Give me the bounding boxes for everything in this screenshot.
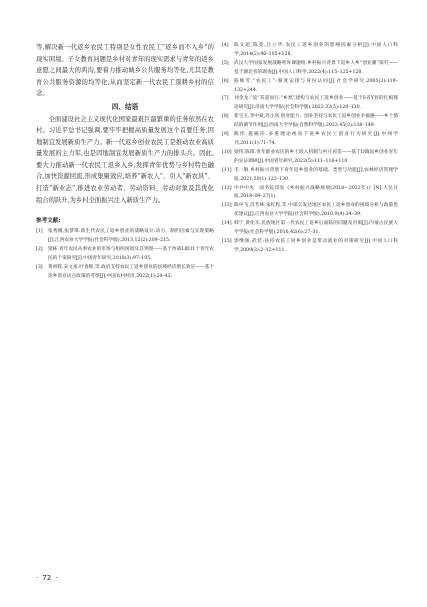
- reference-number: [7]: [222, 96, 229, 102]
- reference-item: [222, 185, 398, 203]
- reference-item: [222, 60, 398, 78]
- references-list-left: [36, 228, 214, 281]
- reference-item: [36, 264, 214, 282]
- reference-text: 武汉大学国家发展战略智库课题组.乡村振兴背景下返乡人乡“创业潮”探究——基于湖北省的调查[J].中国人口科学,2022(4):115–125+128.: [234, 60, 398, 75]
- right-column: [222, 42, 398, 256]
- reference-item: [222, 149, 398, 167]
- reference-text: 张秀娥,张梦琪.新生代农民工返乡创业的战略设计:动力、制约因素与实现策略[J].江西农业大学学报(社会科学版),2013,12(2):209–215.: [48, 229, 214, 244]
- section-heading-conclusion: 四、结语: [111, 102, 139, 111]
- reference-text: 陈映芳.“农民工”:制度安排与身份认同[J].社会学研究,2005(3):119–132+244.: [234, 78, 398, 93]
- reference-text: 韩宁,黄化军.民族地区第一代农民工返乡后面临的问题及对策[J].内蒙古民族大学学报(社会科学版),2016,42(6):27–31.: [234, 221, 398, 236]
- reference-text: 陈中飞,肖若林,朱红程,等.中部欠发达地区农民工返乡创业的困境分析与政策优化建议[J].江西农业大学学报(社会科学版),2010,9(4):34–39.: [234, 203, 398, 218]
- page-number-dot: ·: [36, 574, 39, 582]
- reference-number: [13]: [222, 203, 232, 209]
- reference-text: 中共中央 国务院印发《乡村振兴战略规划(2018—2022年)》[N].人民日报,2018–09–27(1).: [234, 185, 398, 200]
- body-paragraph-continued: 等,解决新一代返乡农民工特别是女性农民工“返乡而不入乡”的现实困境。子女教育问题是乡村对青年的现实需求与青年的返乡意愿之间最大的鸿沟,要着力推动城乡公共服务均等化,尤其是教育公共服务资源的均等化,从而坚定新一代农民工深耕乡村的信念。: [36, 44, 214, 98]
- reference-text: 郭继强.武装:扶持农民工回乡创业是带动就业的对策研究[J].中国人口科学,2009(3):2–12+111.: [234, 238, 398, 253]
- reference-item: [222, 238, 398, 256]
- reference-number: [9]: [222, 132, 229, 138]
- reference-number: [3]: [36, 264, 43, 270]
- reference-text: 梁栋.青年农民从事农业的市场与组织困境及其突围——基于西部L镇31个青年农民的个案研究[J].中国青年研究,2018(3):97–105.: [48, 246, 214, 261]
- reference-item: [222, 131, 398, 149]
- reference-number: [14]: [222, 221, 232, 227]
- reference-item: [222, 78, 398, 96]
- reference-item: [36, 246, 214, 264]
- reference-number: [5]: [222, 60, 229, 66]
- reference-number: [1]: [36, 229, 43, 235]
- reference-text: 黄祖辉,宋文豪,叶春辉,等.政府支持农民工返乡创业的县域经济增长效应——基于返乡创业试点政策的考察[J].中国农村经济,2022(1):24–43.: [48, 264, 214, 279]
- reference-item: [36, 228, 214, 246]
- page-number-value: 72: [42, 574, 52, 582]
- reference-number: [8]: [222, 114, 229, 120]
- reference-item: [222, 42, 398, 60]
- references-title: 参考文献:: [36, 218, 61, 225]
- reference-number: [11]: [222, 167, 232, 173]
- reference-number: [4]: [222, 43, 229, 48]
- reference-number: [12]: [222, 185, 232, 191]
- reference-number: [10]: [222, 149, 232, 155]
- reference-text: 熊伟,施雁莎.多重理论视角下返乡农民工创业行为研究[J].中州学刊,2011(1):71–74.: [234, 132, 398, 146]
- reference-text: 崔宝玉,李中斌,苏小凤.创业能力、创业坚持与农民工返乡创业幸福感——乡土情结的调节作用[J].西南大学学报(自然科学版),2023,45(2):138–148.: [234, 114, 398, 129]
- body-paragraph-conclusion: 全面建设社会主义现代化国家最艰巨最繁重的任务依然在农村。习近平总书记强调,要牢牢把握高质量发展这个首要任务,因地制宜发展新质生产力。新一代返乡创业农民工是推动农业高质量发展的主力军,也是因地制宜发展新质生产力的排头兵。因此,要大力推动新一代农民工返乡入乡,发挥青年优势与乡村特色融合,加快资源回流,形成集聚效应,培养“新农人”、引入“新农具”、打造“新业态”,推进农业劳动者、劳动资料、劳动对象及其优化组合的跃升,为乡村全面振兴注入新质生产力。: [36, 115, 214, 204]
- reference-text: 梁伟,陈锋.青年职业农民的乡土嵌入机制与村庄再造——基于D镇返乡创业青年的实证调研[J].中国青年研究,2022(5):111–118+110.: [234, 149, 398, 164]
- reference-item: [222, 220, 398, 238]
- reference-item: [222, 202, 398, 220]
- reference-number: [15]: [222, 238, 232, 244]
- reference-item: [222, 95, 398, 113]
- references-list-right: [222, 42, 398, 256]
- page-number-dot-right: ·: [55, 574, 58, 582]
- reference-number: [2]: [36, 246, 43, 252]
- reference-item: [222, 167, 398, 185]
- reference-text: 陈文超,陈雯,江立华.农民工返乡创业的影响因素分析[J].中国人口科学,2014(2):96–105+128.: [234, 43, 398, 57]
- reference-text: 毛一敬.乡村振兴背景下青年返乡创业的基础、类型与功能[J].农林经济管理学报,2021,20(1):122–130.: [234, 167, 398, 182]
- reference-text: 刘金龙.“返”其道而行:“乡愁”建构与农民工返乡创业——基于S省Y县的扎根理论研究[J].济南大学学报(社会科学版),2022,32(5):120–130.: [234, 96, 398, 111]
- page-number: [36, 574, 61, 582]
- reference-item: [222, 113, 398, 131]
- left-column: [36, 42, 214, 282]
- reference-number: [6]: [222, 78, 229, 84]
